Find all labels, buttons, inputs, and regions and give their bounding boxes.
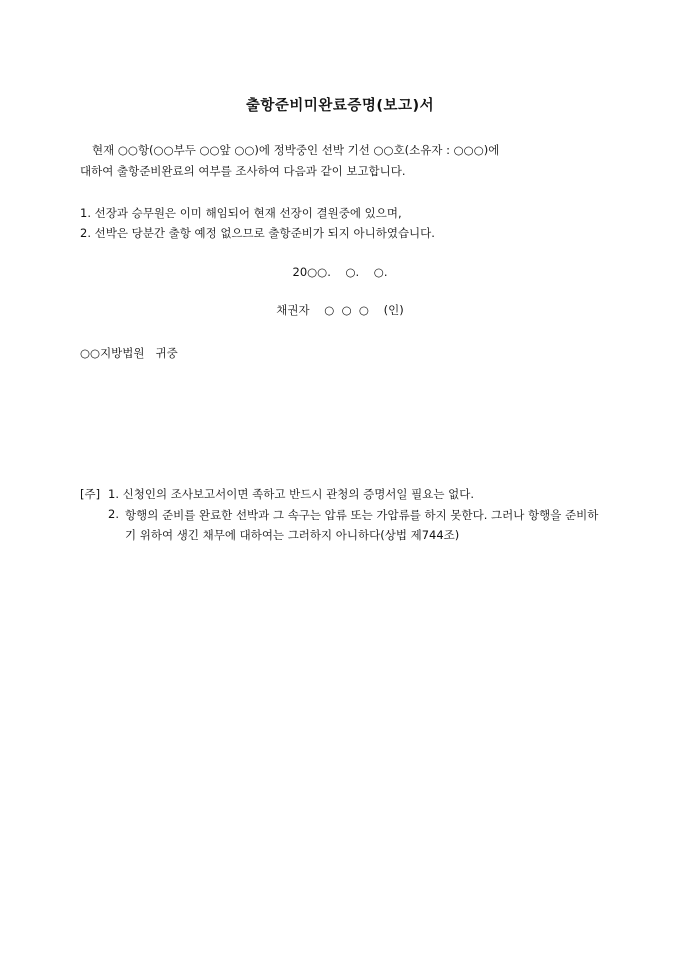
note-2-number: 2.	[108, 507, 119, 521]
note-2: 항행의 준비를 완료한 선박과 그 속구는 압류 또는 가압류를 하지 못한다. 그러나 항행을 준비하기 위하여 생긴 채무에 대하여는 그러하지 아니하다(상법 제744조)	[125, 508, 599, 542]
intro-line-2: 대하여 출항준비완료의 여부를 조사하여 다음과 같이 보고합니다.	[80, 164, 406, 178]
note-1: 1. 신청인의 조사보고서이면 족하고 반드시 관청의 증명서일 필요는 없다.	[108, 487, 475, 501]
report-item-1: 1. 선장과 승무원은 이미 해임되어 현재 선장이 결원중에 있으며,	[80, 206, 402, 220]
report-item-2: 2. 선박은 당분간 출항 예정 없으므로 출항준비가 되지 아니하였습니다.	[80, 226, 435, 240]
intro-line-1: 현재 ○○항(○○부두 ○○앞 ○○)에 정박중인 선박 기선 ○○호(소유자 : ○○○)에	[92, 143, 500, 157]
signer-line: 채권자 ○ ○ ○ (인)	[276, 303, 404, 317]
document-title: 출항준비미완료증명(보고)서	[245, 98, 435, 114]
document-date: 20○○. ○. ○.	[292, 265, 388, 279]
recipient-court: ○○지방법원 귀중	[80, 346, 178, 360]
note-prefix: [주]	[80, 487, 101, 501]
